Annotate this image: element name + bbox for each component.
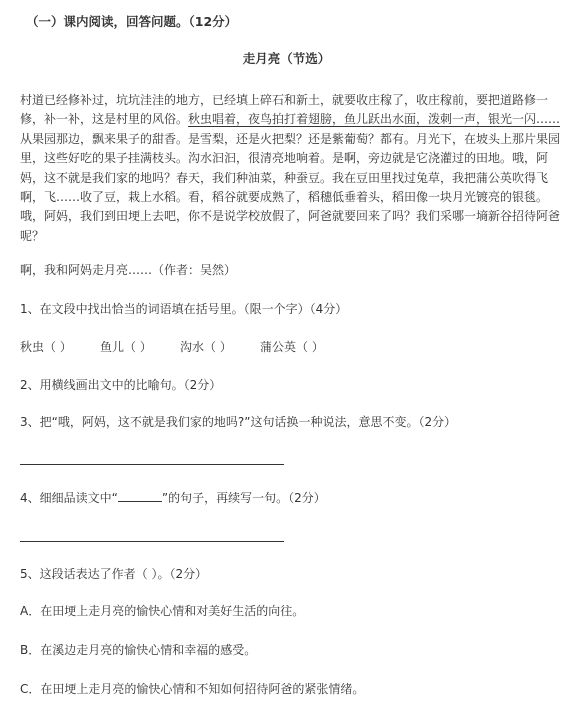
passage-line: 哦，阿妈，我们到田埂上去吧，你不是说学校放假了，阿爸就要回来了吗？我们采哪一墒新谷招待阿爸: [20, 209, 561, 224]
question-1-fill-row: [20, 339, 324, 355]
passage-line: 村道已经修补过，坑坑洼洼的地方，已经填上碎石和新土，就要收庄稼了，收庄稼前，要把道路修一: [20, 93, 549, 107]
question-3: 3、把“哦，阿妈，这不就是我们家的地吗?”这句话换一种说法，意思不变。（2分）: [20, 415, 457, 429]
fill-item-fish[interactable]: 鱼儿（ ）: [100, 340, 152, 354]
option-a[interactable]: A．在田埂上走月亮的愉快心情和对美好生活的向往。: [20, 604, 305, 618]
question-1: 1、在文段中找出恰当的词语填在括号里。（限一个字）（4分）: [20, 302, 348, 316]
blank-field[interactable]: [118, 490, 162, 502]
option-b[interactable]: B．在溪边走月亮的愉快心情和幸福的感受。: [20, 643, 257, 657]
passage-line: 从果园那边，飘来果子的甜香。是雪梨，还是火把梨？还是紫葡萄？都有。月光下，在坡头上那片果园: [20, 131, 561, 146]
passage-title: 走月亮（节选）: [242, 51, 331, 66]
option-c[interactable]: C．在田埂上走月亮的愉快心情和不知如何招待阿爸的紧张情绪。: [20, 682, 365, 696]
underlined-sentence: 秋虫唱着，夜鸟拍打着翅膀，鱼儿跃出水面，泼刺一声，银光一闪……: [188, 112, 561, 127]
passage-line: 啊，飞……收了豆，栽上水稻。看，稻谷就要成熟了，稻穗低垂着头，稻田像一块月光镀亮的银毯。: [20, 189, 549, 204]
passage-line: 修，补一补，这是村里的风俗。秋虫唱着，夜鸟拍打着翅膀，鱼儿跃出水面，泼刺一声，银光一闪……: [20, 112, 561, 127]
question-5: 5、这段话表达了作者（ ）。（2分）: [20, 567, 208, 581]
passage-closing-line: 啊，我和阿妈走月亮……（作者：吴然）: [20, 263, 237, 277]
question-2: 2、用横线画出文中的比喻句。（2分）: [20, 378, 222, 392]
passage-line: 呢？: [20, 228, 45, 243]
passage-line: 里，这些好吃的果子挂满枝头。沟水汩汩，很清亮地响着。是啊，旁边就是它浇灌过的田地。哦，阿: [20, 151, 549, 166]
passage-body: [20, 90, 560, 245]
fill-item-autumn-insect[interactable]: 秋虫（ ）: [20, 340, 72, 354]
fill-item-dandelion[interactable]: 蒲公英（ ）: [260, 340, 324, 354]
section-heading: （一）课内阅读，回答问题。（12分）: [26, 14, 238, 29]
passage-line: 妈，这不就是我们家的地吗？春天，我们种油菜，种蚕豆。我在豆田里找过兔草，我把蒲公英吹得飞: [20, 170, 549, 185]
question-4: 4、细细品读文中“ ”的句子，再续写一句。（2分）: [20, 491, 326, 505]
answer-line-q3[interactable]: [20, 464, 284, 465]
fill-item-ditch-water[interactable]: 沟水（ ）: [180, 340, 232, 354]
answer-line-q4[interactable]: [20, 541, 284, 542]
